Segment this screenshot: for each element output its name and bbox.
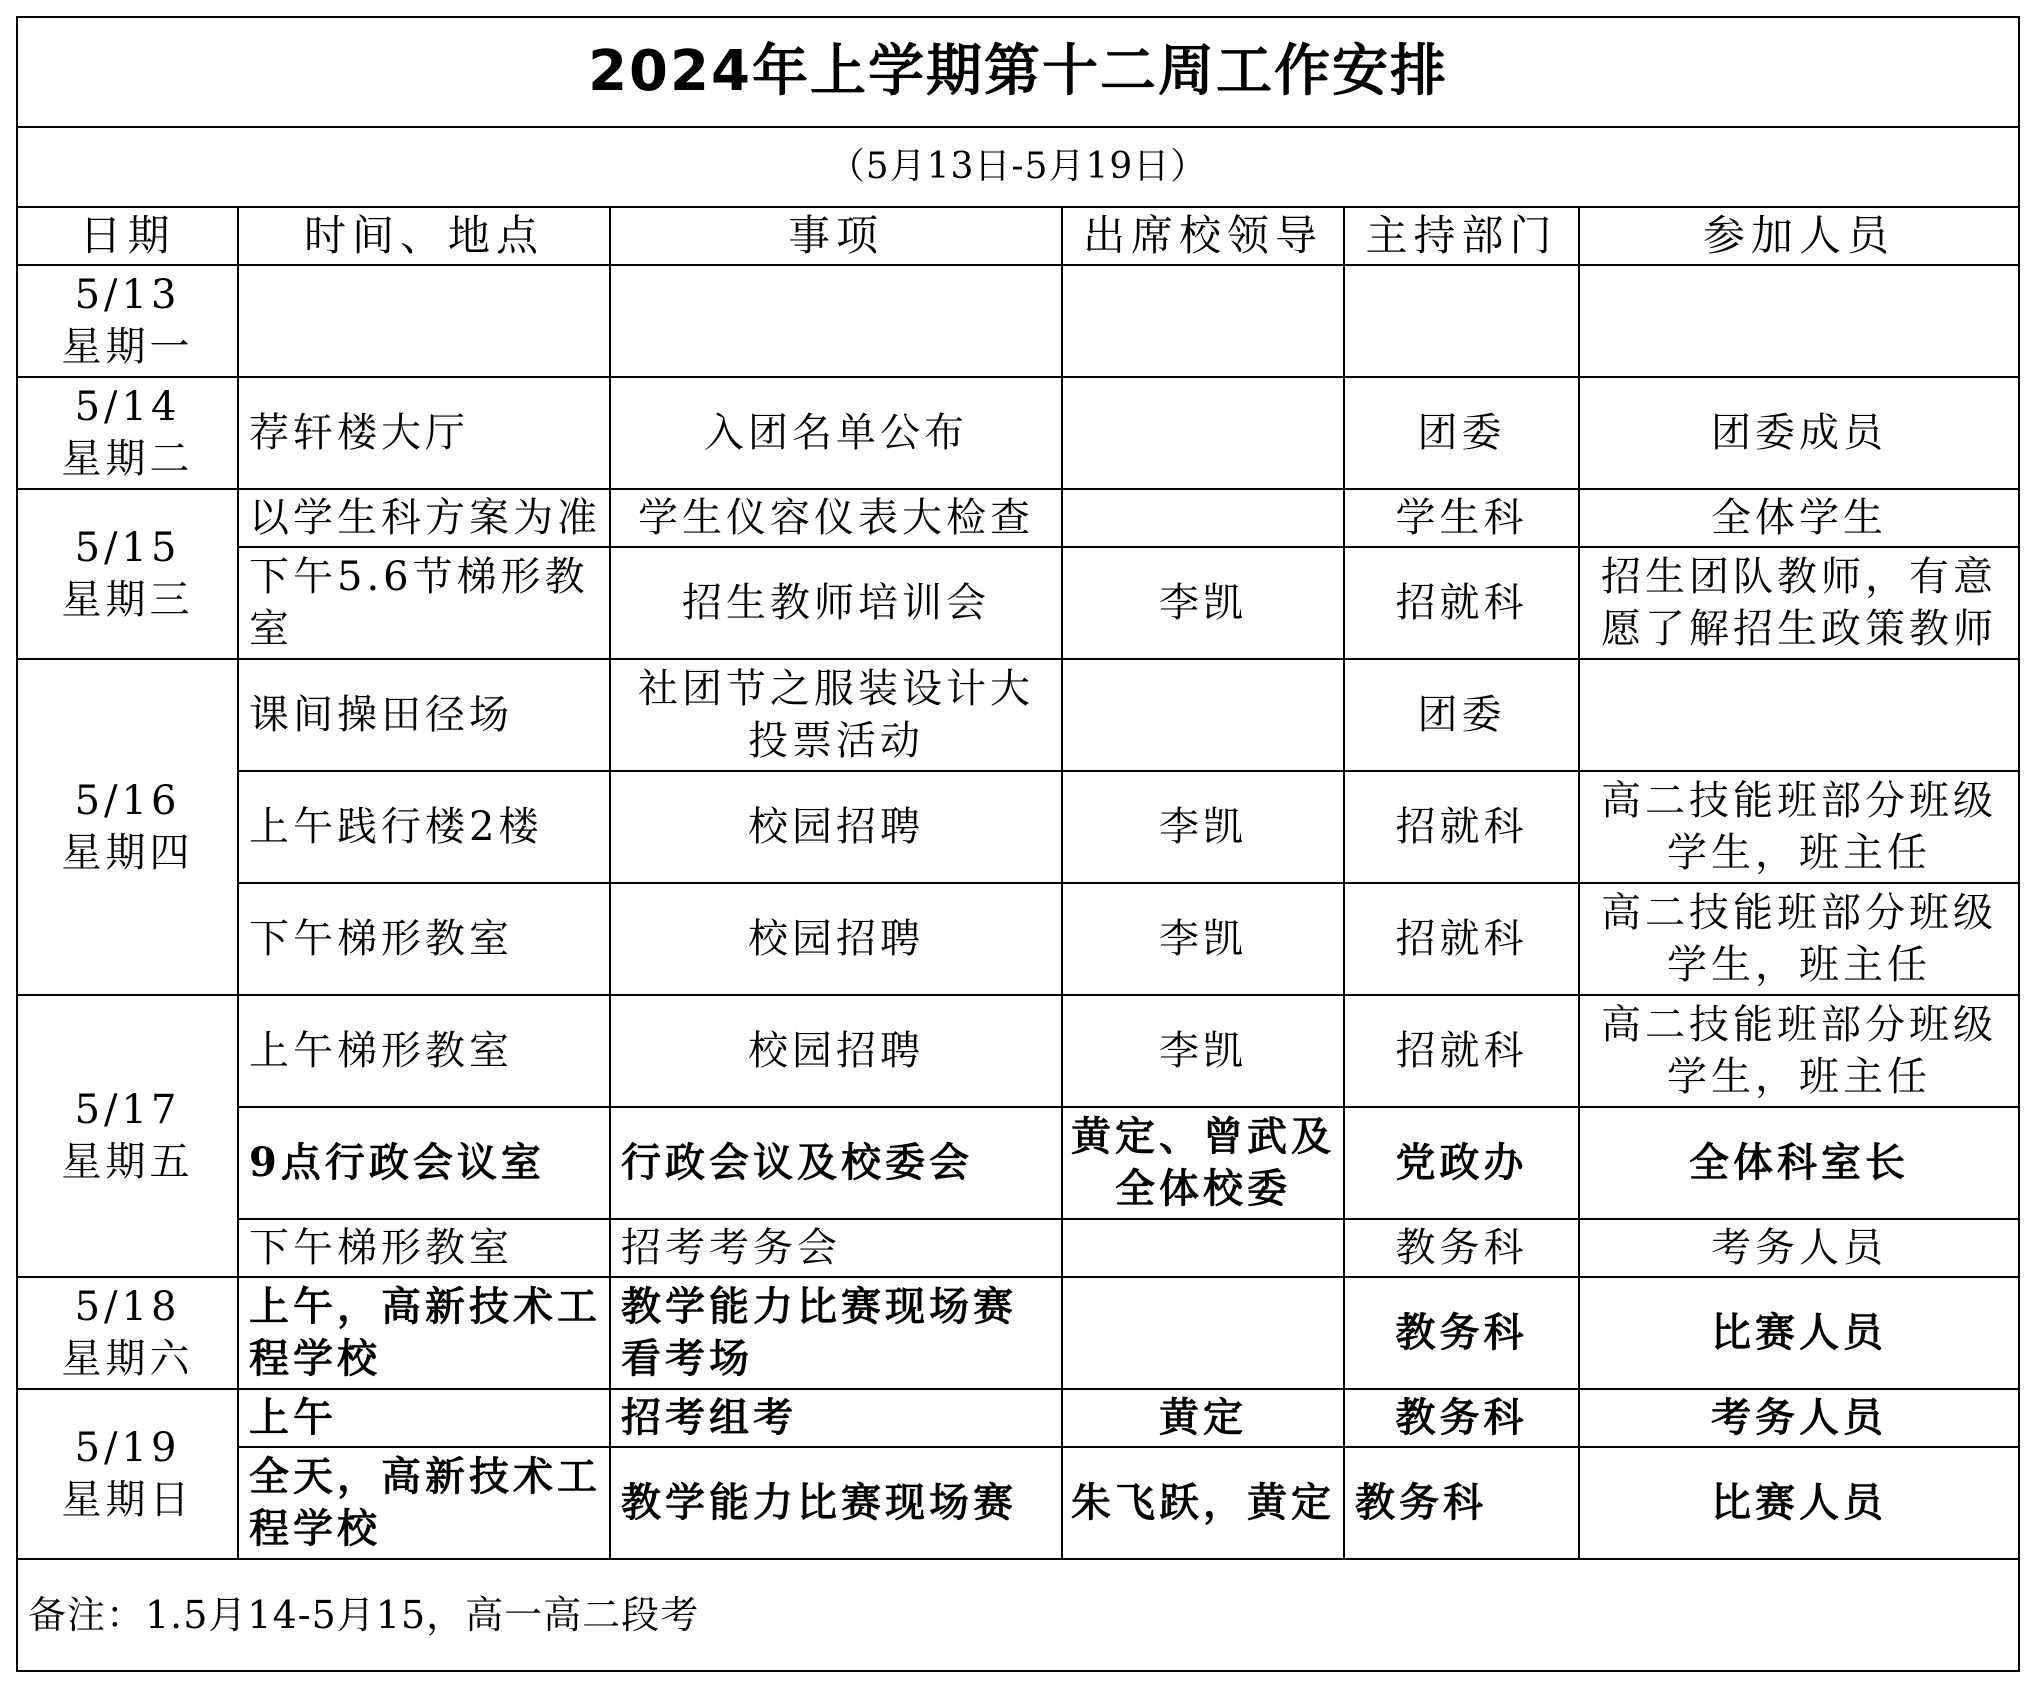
- time-place-cell: 下午梯形教室: [238, 883, 610, 995]
- date-cell: [17, 995, 238, 1277]
- dept-cell: 教务科: [1344, 1219, 1579, 1277]
- time-place-cell: 全天，高新技术工程学校: [238, 1447, 610, 1559]
- date-label: 5/16: [74, 778, 181, 824]
- date-label: 5/19: [74, 1425, 181, 1471]
- dept-cell: 教务科: [1344, 1389, 1579, 1447]
- date-range-subtitle: （5月13日-5月19日）: [17, 127, 2019, 207]
- schedule-document: [16, 16, 2018, 1672]
- attendees-cell: [1579, 659, 2019, 771]
- attendees-cell: 高二技能班部分班级学生，班主任: [1579, 771, 2019, 883]
- weekday-label: 星期三: [61, 577, 194, 623]
- table-row: [17, 1219, 2019, 1277]
- attendees-cell: 招生团队教师，有意愿了解招生政策教师: [1579, 547, 2019, 659]
- time-place-cell: 上午践行楼2楼: [238, 771, 610, 883]
- date-label: 5/18: [74, 1284, 181, 1330]
- item-cell: 教学能力比赛现场赛看考场: [610, 1277, 1062, 1389]
- weekday-label: 星期二: [61, 436, 194, 482]
- item-cell: 校园招聘: [610, 883, 1062, 995]
- dept-cell: 招就科: [1344, 995, 1579, 1107]
- footnote: 备注：1.5月14-5月15，高一高二段考: [17, 1559, 2019, 1671]
- leader-cell: [1062, 1219, 1344, 1277]
- table-row: [17, 547, 2019, 659]
- time-place-cell: 上午: [238, 1389, 610, 1447]
- date-cell: [17, 489, 238, 659]
- item-cell: 招考考务会: [610, 1219, 1062, 1277]
- table-row: [17, 1447, 2019, 1559]
- header-leader: 出席校领导: [1062, 207, 1344, 265]
- table-row: [17, 1277, 2019, 1389]
- item-cell: 校园招聘: [610, 995, 1062, 1107]
- attendees-cell: 比赛人员: [1579, 1447, 2019, 1559]
- table-row: [17, 771, 2019, 883]
- item-cell: 入团名单公布: [610, 377, 1062, 489]
- attendees-cell: 高二技能班部分班级学生，班主任: [1579, 995, 2019, 1107]
- time-place-cell: 下午5.6节梯形教室: [238, 547, 610, 659]
- leader-cell: 李凯: [1062, 995, 1344, 1107]
- item-cell: 校园招聘: [610, 771, 1062, 883]
- attendees-cell: 全体学生: [1579, 489, 2019, 547]
- dept-cell: [1344, 265, 1579, 377]
- header-date: 日期: [17, 207, 238, 265]
- time-place-cell: 上午梯形教室: [238, 995, 610, 1107]
- table-row: [17, 883, 2019, 995]
- date-cell: [17, 1389, 238, 1559]
- header-dept: 主持部门: [1344, 207, 1579, 265]
- table-row: [17, 265, 2019, 377]
- dept-cell: 教务科: [1344, 1447, 1579, 1559]
- time-place-cell: 课间操田径场: [238, 659, 610, 771]
- dept-cell: 学生科: [1344, 489, 1579, 547]
- dept-cell: 招就科: [1344, 547, 1579, 659]
- attendees-cell: [1579, 265, 2019, 377]
- leader-cell: 李凯: [1062, 883, 1344, 995]
- time-place-cell: 以学生科方案为准: [238, 489, 610, 547]
- dept-cell: 团委: [1344, 377, 1579, 489]
- attendees-cell: 高二技能班部分班级学生，班主任: [1579, 883, 2019, 995]
- dept-cell: 招就科: [1344, 771, 1579, 883]
- time-place-cell: 9点行政会议室: [238, 1107, 610, 1219]
- weekday-label: 星期一: [61, 324, 194, 370]
- date-cell: [17, 1277, 238, 1389]
- time-place-cell: 下午梯形教室: [238, 1219, 610, 1277]
- header-time-place: 时间、地点: [238, 207, 610, 265]
- header-item: 事项: [610, 207, 1062, 265]
- dept-cell: 教务科: [1344, 1277, 1579, 1389]
- header-attendees: 参加人员: [1579, 207, 2019, 265]
- leader-cell: [1062, 489, 1344, 547]
- attendees-cell: 考务人员: [1579, 1219, 2019, 1277]
- date-label: 5/14: [74, 384, 181, 430]
- date-label: 5/17: [74, 1087, 181, 1133]
- leader-cell: 黄定、曾武及全体校委: [1062, 1107, 1344, 1219]
- table-row: [17, 377, 2019, 489]
- attendees-cell: 比赛人员: [1579, 1277, 2019, 1389]
- table-row: [17, 995, 2019, 1107]
- dept-cell: 招就科: [1344, 883, 1579, 995]
- table-row: [17, 1107, 2019, 1219]
- leader-cell: 李凯: [1062, 771, 1344, 883]
- weekday-label: 星期六: [61, 1336, 194, 1382]
- date-cell: [17, 265, 238, 377]
- weekday-label: 星期五: [61, 1139, 194, 1185]
- date-cell: [17, 377, 238, 489]
- item-cell: 教学能力比赛现场赛: [610, 1447, 1062, 1559]
- time-place-cell: 荐轩楼大厅: [238, 377, 610, 489]
- date-cell: [17, 659, 238, 995]
- attendees-cell: 全体科室长: [1579, 1107, 2019, 1219]
- weekday-label: 星期四: [61, 830, 194, 876]
- time-place-cell: [238, 265, 610, 377]
- leader-cell: [1062, 377, 1344, 489]
- leader-cell: [1062, 659, 1344, 771]
- leader-cell: [1062, 265, 1344, 377]
- leader-cell: [1062, 1277, 1344, 1389]
- header-row: [17, 207, 2019, 265]
- item-cell: 招生教师培训会: [610, 547, 1062, 659]
- item-cell: 招考组考: [610, 1389, 1062, 1447]
- date-label: 5/15: [74, 525, 181, 571]
- item-cell: [610, 265, 1062, 377]
- item-cell: 社团节之服装设计大投票活动: [610, 659, 1062, 771]
- time-place-cell: 上午，高新技术工程学校: [238, 1277, 610, 1389]
- schedule-table: [16, 16, 2020, 1672]
- table-row: [17, 1389, 2019, 1447]
- table-row: [17, 489, 2019, 547]
- leader-cell: 朱飞跃，黄定: [1062, 1447, 1344, 1559]
- item-cell: 行政会议及校委会: [610, 1107, 1062, 1219]
- item-cell: 学生仪容仪表大检查: [610, 489, 1062, 547]
- leader-cell: 李凯: [1062, 547, 1344, 659]
- date-label: 5/13: [74, 272, 181, 318]
- attendees-cell: 团委成员: [1579, 377, 2019, 489]
- dept-cell: 团委: [1344, 659, 1579, 771]
- weekday-label: 星期日: [61, 1477, 194, 1523]
- page-title: 2024年上学期第十二周工作安排: [17, 17, 2019, 127]
- dept-cell: 党政办: [1344, 1107, 1579, 1219]
- leader-cell: 黄定: [1062, 1389, 1344, 1447]
- attendees-cell: 考务人员: [1579, 1389, 2019, 1447]
- table-row: [17, 659, 2019, 771]
